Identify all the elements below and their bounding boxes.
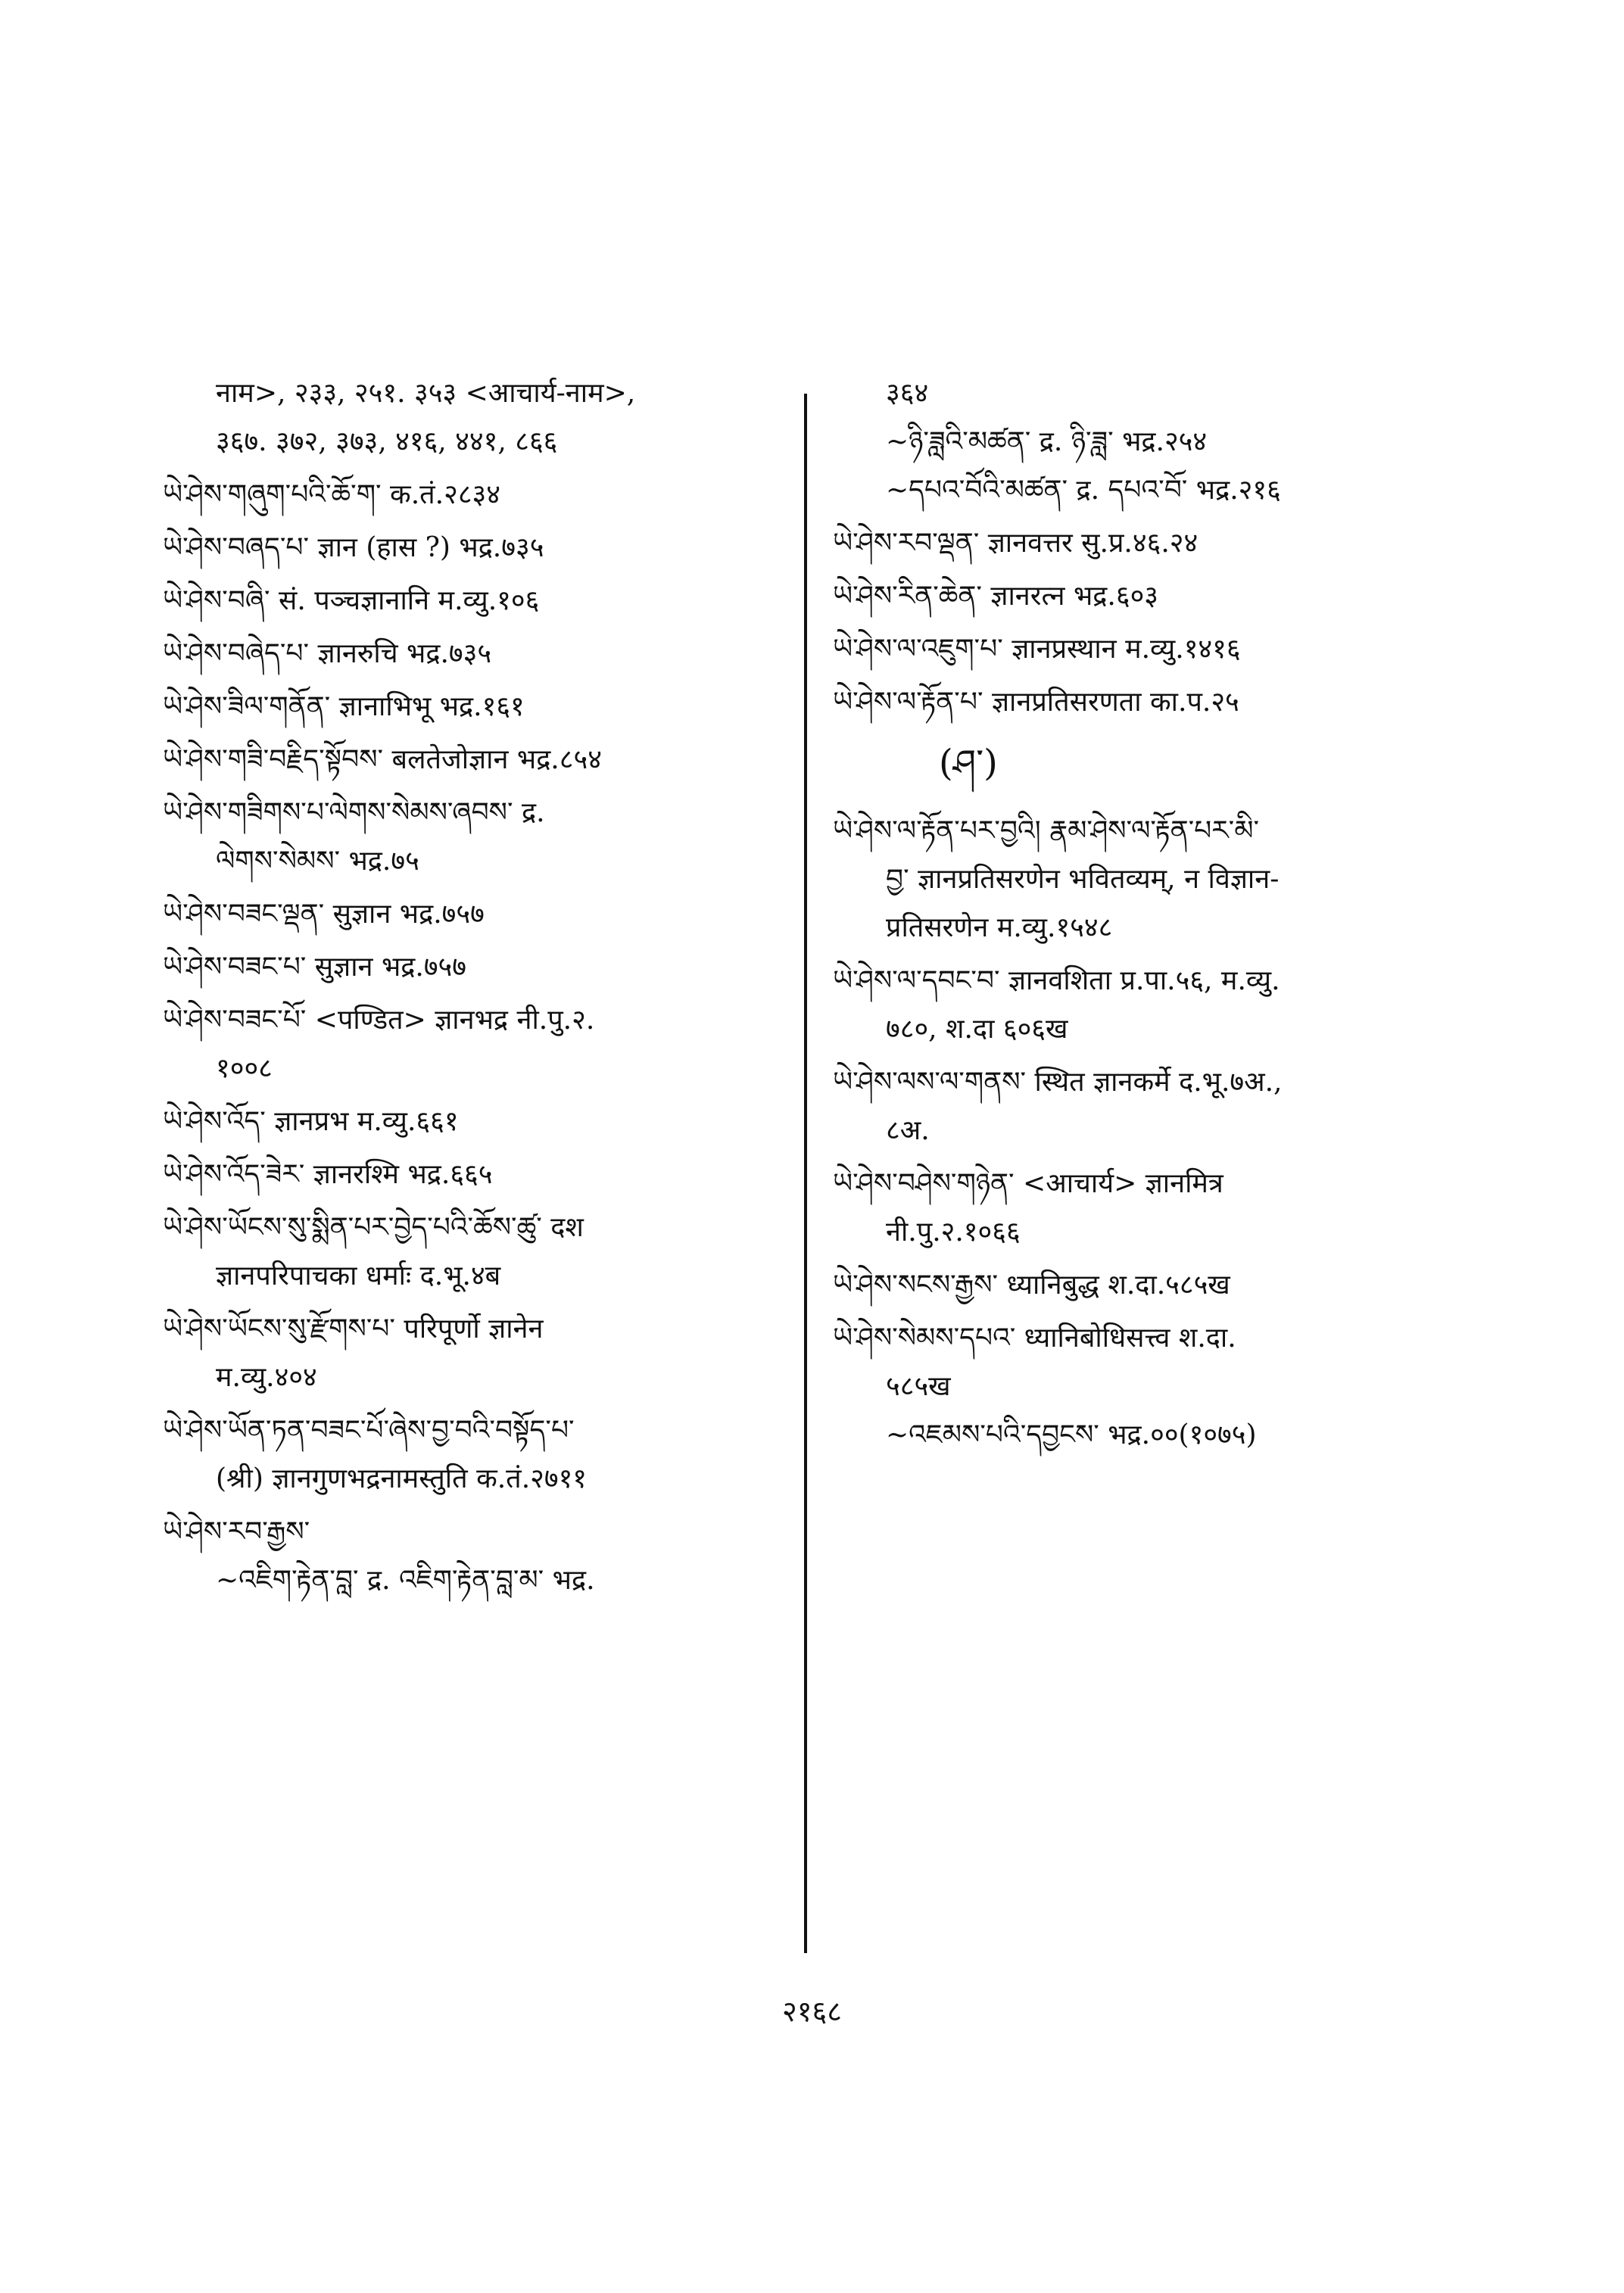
entry-continuation: ~འཇམས་པའི་དབྱངས་ भद्र.००(१०७५): [886, 1419, 1257, 1450]
entry-continuation: ལེགས་སེམས་ भद्र.७५: [216, 846, 419, 877]
dictionary-entry: ཡེ་ཤེས་ཡོན་ཏན་བཟང་པོ་ཞེས་བྱ་བའི་བསྟོད་པ་: [163, 1415, 575, 1446]
dictionary-entry: ཡེ་ཤེས་ཡོངས་སུ་རྫོགས་པ་ परिपूर्णो ज्ञानेन: [163, 1313, 544, 1344]
column-divider: [804, 394, 807, 1953]
entry-continuation: ~འཇིག་རྟེན་བླ་ द्र. འཇིག་རྟེན་བླ་མ་ भद्र.: [216, 1565, 595, 1596]
right-column: [833, 379, 1484, 1450]
dictionary-entry: ཡེ་ཤེས་གཟིགས་པ་ལེགས་སེམས་ཞབས་ द्र.: [163, 797, 545, 828]
dictionary-entry: ཡེ་ཤེས་བཤེས་གཉེན་ <आचार्य> ज्ञानमित्र: [833, 1168, 1223, 1199]
entry-continuation: नाम>, २३३, २५१. ३५३ <आचार्य-नाम>,: [216, 378, 636, 409]
dictionary-entry: ཡེ་ཤེས་གཞུག་པའི་ཆོ་ག་ क.तं.२८३४: [163, 479, 500, 510]
entry-continuation: म.व्यु.४०४: [216, 1362, 317, 1393]
dictionary-entry: ཡེ་ཤེས་ཟིལ་གནོན་ ज्ञानाभिभू भद्र.१६१: [163, 691, 525, 722]
entry-continuation: ~ཉི་ཟླའི་མཚན་ द्र. ཉི་ཟླ་ भद्र.२५४: [886, 426, 1208, 457]
entry-continuation: ५८५ख: [886, 1371, 951, 1402]
dictionary-entry: ཡེ་ཤེས་ལ་འཇུག་པ་ ज्ञानप्रस्थान म.व्यु.१४१६: [833, 634, 1241, 665]
entry-continuation: १००८: [216, 1053, 273, 1084]
dictionary-entry: ཡེ་ཤེས་བཟང་པ་ सुज्ञान भद्र.७५७: [163, 952, 466, 983]
entry-continuation: ७८०, श.दा ६०६ख: [886, 1014, 1068, 1045]
dictionary-entry: ཡེ་ཤེས་རབ་རྒྱས་: [163, 1516, 310, 1547]
dictionary-entry: ཡེ་ཤེས་ལ་རྟོན་པར་བྱའི། རྣམ་ཤེས་ལ་རྟོན་པར་མི་: [833, 815, 1260, 846]
dictionary-entry: ཡེ་ཤེས་བཞད་པ་ ज्ञान (हास ?) भद्र.७३५: [163, 532, 544, 563]
entry-continuation: ३६७. ३७२, ३७३, ४१६, ४४१, ८६६: [216, 426, 558, 457]
dictionary-entry: ཡེ་ཤེས་ལས་ལ་གནས་ स्थित ज्ञानकर्मे द.भू.७अ.,: [833, 1067, 1283, 1098]
dictionary-entry: ཡེ་ཤེས་བཟང་པོ་ <पण्डित> ज्ञानभद्र नी.पु.२.: [163, 1005, 595, 1036]
entry-continuation: नी.पु.२.१०६६: [886, 1217, 1021, 1248]
entry-continuation: ३६४: [886, 378, 929, 409]
dictionary-entry: ཡེ་ཤེས་སངས་རྒྱས་ ध्यानिबुद्ध श.दा.५८५ख: [833, 1270, 1230, 1301]
entry-continuation: ~དཔའ་བོའི་མཚན་ द्र. དཔའ་བོ་ भद्र.२१६: [886, 475, 1281, 506]
dictionary-entry: ཡེ་ཤེས་བཟང་ལྡན་ सुज्ञान भद्र.७५७: [163, 899, 485, 930]
dictionary-entry: ཡེ་ཤེས་ལ་རྟོན་པ་ ज्ञानप्रतिसरणता का.प.२५: [833, 687, 1239, 718]
dictionary-entry: ཡེ་ཤེས་བཞེད་པ་ ज्ञानरुचि भद्र.७३५: [163, 638, 492, 669]
dictionary-entry: ཡེ་ཤེས་ཡོངས་སུ་སྨིན་པར་བྱེད་པའི་ཆོས་ཚུ་ दश: [163, 1212, 584, 1243]
dictionary-entry: ཡེ་ཤེས་འོད་ ज्ञानप्रभ म.व्यु.६६१: [163, 1106, 459, 1137]
dictionary-entry: ཡེ་ཤེས་རབ་ལྡན་ ज्ञानवत्तर सु.प्र.४६.२४: [833, 528, 1199, 559]
entry-continuation: ज्ञानपरिपाचका धर्माः द.भू.४ब: [216, 1260, 501, 1291]
entry-continuation: (श्री) ज्ञानगुणभद्रनामस्तुति क.तं.२७११: [216, 1463, 588, 1494]
dictionary-entry: ཡེ་ཤེས་ལ་དབང་བ་ ज्ञानवशिता प्र.पा.५६, म.व्यु.: [833, 965, 1280, 996]
section-heading: (ཤ་): [939, 742, 998, 784]
entry-continuation: བྱ་ ज्ञानप्रतिसरणेन भवितव्यम्, न विज्ञान-: [886, 864, 1280, 895]
dictionary-entry: ཡེ་ཤེས་རིན་ཆེན་ ज्ञानरत्न भद्र.६०३: [833, 581, 1159, 612]
left-column: [163, 379, 791, 1596]
page-number: २१६८: [781, 1995, 843, 2028]
dictionary-entry: ཡེ་ཤེས་སེམས་དཔའ་ ध्यानिबोधिसत्त्व श.दा.: [833, 1323, 1236, 1354]
dictionary-entry: ཡེ་ཤེས་འོད་ཟེར་ ज्ञानरश्मि भद्र.६६५: [163, 1159, 493, 1190]
dictionary-entry: ཡེ་ཤེས་བཞི་ सं. पञ्चज्ञानानि म.व्यु.१०६: [163, 585, 540, 616]
dictionary-entry: ཡེ་ཤེས་གཟི་བརྗིད་སྟོབས་ बलतेजोज्ञान भद्र.८५४: [163, 744, 602, 775]
entry-continuation: ८अ.: [886, 1115, 930, 1146]
entry-continuation: प्रतिसरणेन म.व्यु.१५४८: [886, 912, 1113, 943]
